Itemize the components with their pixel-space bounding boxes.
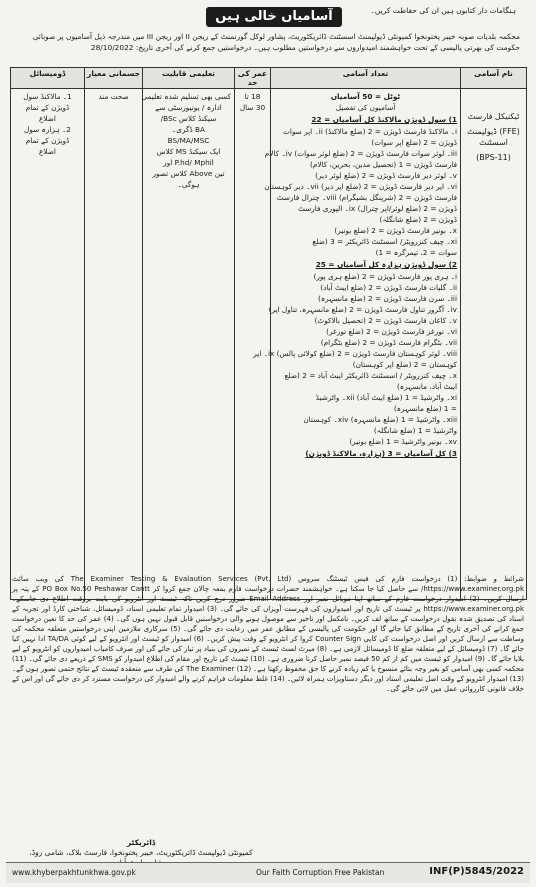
qualification-line: ہوگی۔ [177, 180, 200, 189]
hazara-line: xiii۔ واٹرشیڈ = 1 (ضلع مانسہرہ) xiv۔ کوہستان [303, 415, 457, 424]
hazara-line: iii۔ سرن فارسٹ ڈویژن = 2 (ضلع مانسہرہ) [317, 294, 457, 303]
age-min: 18 تا [244, 92, 261, 101]
signer-title: ڈائریکٹر [126, 838, 156, 847]
header-physical: جسمانی معیار [85, 68, 143, 89]
hazara-line: viii۔ لوئر کوہستان فارسٹ ڈویژن = 2 (ضلع کولائی پالس) ix۔ اپر [253, 349, 457, 358]
hazara-line: i۔ ہری پور فارسٹ ڈویژن = 2 (ضلع ہری پور) [313, 272, 457, 281]
domicile-line: اضلاع [39, 114, 56, 123]
hazara-line: xi۔ واٹرشیڈ = 1 (ضلع ایبٹ آباد) xii۔ واٹرشیڈ [315, 393, 457, 402]
hazara-list [253, 271, 457, 447]
malakand-line: v۔ لوئر دیر فارسٹ ڈویژن = 2 (ضلع لوئر دیر) [315, 171, 457, 180]
age-cell [235, 89, 271, 600]
terms-intro: شرائط و ضوابط: (1) درخواست فارم کی فیس ٹیسٹنگ سروس The Examiner Testing & Evalaution Services (Pvt. Ltd) کی ویب سائٹ https://www.examiner.org.pk/ سے حاصل کیا جا سکتا ہے۔ خواہشمند حضرات درخواست فارم بمعہ چالان جمع کروا کر PO Box No.50 Peshawar Cantt کے پتہ پر ارسال کریں۔ [12, 575, 524, 603]
vacancy-table [10, 67, 527, 600]
advertisement-page [6, 4, 530, 883]
terms-and-conditions [12, 574, 524, 837]
signer-address: کمیونٹی ڈیولپمنٹ ڈائریکٹوریٹ، خیبر پختونخوا، فارسٹ بلاک، شامی روڈ، [29, 848, 253, 857]
footer-bar [6, 862, 530, 883]
malakand-line: سوات = 2، تیمرگرہ = 1) [375, 248, 457, 257]
qualification-line: BA ڈگری۔ [171, 125, 206, 134]
malakand-line: ڈویژن = 2 (ضلع اپر سوات) [371, 138, 457, 147]
qualification-line: BS/MA/MSC [167, 136, 210, 145]
qualification-line: تین Above کلاس تصور [152, 169, 225, 178]
page-title: آسامیاں خالی ہیں [206, 7, 342, 27]
domicile-line: 1۔ مالاکنڈ سول [23, 92, 72, 101]
hazara-line: واٹرشیڈ = 1 (ضلع شانگلہ) [373, 426, 457, 435]
post-scale: (BPS-11) [476, 153, 511, 162]
domicile-cell [11, 89, 85, 600]
domicile-line: ڈویژن کے تمام [25, 103, 70, 112]
domicile-line: ڈویژن کے تمام [25, 136, 70, 145]
count-total: ٹوٹل = 50 آسامیاں [330, 92, 401, 101]
table-row [11, 89, 527, 600]
physical-cell [85, 89, 143, 600]
post-name-2: (FFE) ڈیولپمنٹ اسسٹنٹ [467, 127, 520, 147]
physical-value: صحت مند [98, 92, 129, 101]
post-name-cell [461, 89, 527, 600]
hazara-line: v۔ کاغان فارسٹ ڈویژن = 2 (تحصیل بالاکوٹ) [314, 316, 457, 325]
qualification-line: P.hd/ Mphil اور [163, 158, 214, 167]
hazara-line: کوہستان = 2 (ضلع اپر کوہستان) [352, 360, 457, 369]
malakand-line: vi۔ اپر دیر فارسٹ ڈویژن = 2 (ضلع اپر دیر) vii۔ دیر کوہستان [264, 182, 457, 191]
malakand-list [264, 126, 457, 258]
malakand-line: ڈویژن = 2 (ضلع لوئر/اپر چترال) ix۔ الپوری فارسٹ [298, 204, 457, 213]
malakand-heading: 1) سول ڈویژن مالاکنڈ کل آسامیاں = 22 [311, 115, 457, 124]
footer-slogan: Our Faith Corruption Free Pakistan [256, 868, 385, 877]
hazara-heading: 2) سول ڈویژن ہزارہ کل آسامیاں = 25 [315, 260, 457, 269]
hazara-line: iv۔ آگرور تناول فارسٹ ڈویژن = 2 (ضلع مانسہرہ، تناول اپر) [268, 305, 457, 314]
header-count: تعداد آسامی [271, 68, 461, 89]
domicile-line: اضلاع [39, 147, 56, 156]
malakand-line: فارسٹ ڈویژن = 2 (شرینگل بشیگرام) viii۔ چترال فارسٹ [276, 193, 457, 202]
malakand-line: ڈویژن = 2 (ضلع شانگلہ) [379, 215, 457, 224]
footer-reference: INF(P)5845/2022 [429, 866, 524, 877]
hazara-line: x۔ چیف کنزرویٹر / اسسٹنٹ ڈائریکٹر ایبٹ آباد = 2 (ضلع [284, 371, 457, 380]
table-header-row [11, 68, 527, 89]
header-qualification: تعلیمی قابلیت [143, 68, 235, 89]
footer-website[interactable]: www.khyberpakhtunkhwa.gov.pk [12, 868, 136, 877]
intro-paragraph: محکمہ بلدیات صوبہ خیبر پختونخوا کمیونٹی ڈیولپمنٹ اسسٹنٹ ڈائریکٹوریٹ، پشاور لوکل گورنمنٹ کے ریجن II اور ریجن III میں مندرجہ ذیل آسامیوں پر صوبائی حکومت کی بھرتی پالیسی کے تحت خواہشمند امیدواروں سے درخواستیں مطلوب ہیں۔ درخواستیں جمع کرنے کی آخری تاریخ: 28/10/2022 [32, 32, 520, 52]
hazara-line: ایبٹ آباد، مانسہرہ) [396, 382, 457, 391]
post-name: ٹیکنیکل فارسٹ [467, 112, 520, 121]
qualification-line: ایک سیکنڈ MS کلاس [156, 147, 221, 156]
qualification-line: ادارہ / یونیورسٹی سے [155, 103, 222, 112]
hazara-line: vi۔ تورغر فارسٹ ڈویژن = 2 (ضلع تورغر) [326, 327, 457, 336]
qualification-line: سیکنڈ کلاس BSc/ [160, 114, 217, 123]
hazara-line: vii۔ بٹگرام فارسٹ ڈویژن = 2 (ضلع بٹگرام) [320, 338, 457, 347]
top-note: ہنگامات دار کتابوں ہیں ان کی حفاظت کریں۔ [370, 6, 516, 15]
hazara-line: = 1 (ضلع مانسہرہ) [393, 404, 457, 413]
header-domicile: ڈومیسائل [11, 68, 85, 89]
malakand-line: iii۔ لوئر سوات فارسٹ ڈویژن = 2 (ضلع لوئر سوات) iv۔ کالام [264, 149, 457, 158]
extra-heading: 3) کل آسامیاں = 3 (ہزارہ، مالاکنڈ ڈویژن) [305, 449, 457, 458]
header-post-name: نام آسامی [461, 68, 527, 89]
hazara-line: xv۔ بونیر واٹرشیڈ = 1 (ضلع بونیر) [349, 437, 457, 446]
malakand-line: i۔ مالاکنڈ فارسٹ ڈویژن = 2 (ضلع مالاکنڈ) ii۔ اپر سوات [283, 127, 457, 136]
age-max: 30 سال [239, 103, 266, 112]
domicile-line: 2۔ ہزارہ سول [24, 125, 71, 134]
terms-body: (2) امیدوار درخواست فارم کے ساتھ اپنا موبائل نمبر اور Email Address ضرور درج کریں تاکہ ٹیسٹ اور انٹرویو کی بابت بروقت اطلاع دی جاسکے۔ https://www.examiner.org.pk پر ٹیسٹ کی تاریخ اور امیدواروں کی فہرست آویزاں کی جائے گی۔ (3) امیدوار تمام تعلیمی اسناد، ڈومیسائل، شناختی کارڈ اور تجربہ کے اسناد کی تصدیق شدہ نقول درخواست کے ساتھ لف کریں۔ نامکمل اور تاخیر سے موصول ہونے والی درخواستیں قابل قبول نہیں ہوں گی۔ (4) عمر کی حد کا تعین درخواست جمع کرانے کی آخری تاریخ کے مطابق کیا جائے گا اور حکومت کی پالیسی کے مطابق عمر میں رعایت دی جائے گی۔ (5) سرکاری ملازمین اپنی درخواستیں متعلقہ محکمہ کی وساطت سے ارسال کریں اور اصل درخواست کی کاپی Counter Sign کروا کر انٹرویو کے وقت پیش کریں۔ (6) امیدوار کو ٹیسٹ اور انٹرویو کے لیے کوئی TA/DA ادا نہیں کیا جائے گا۔ (7) ڈومیسائل کے لیے متعلقہ ضلع کا ڈومیسائل لازمی ہے۔ (8) میرٹ لسٹ ٹیسٹ کے نمبروں کی بنیاد پر تیار کی جائے گی اور صرف کامیاب امیدواروں کو انٹرویو کے لیے بلایا جائے گا۔ (9) امیدوار کو ٹیسٹ میں کم از کم 50 فیصد نمبر حاصل کرنا ضروری ہے۔ (10) ٹیسٹ کی تاریخ اور مقام کی اطلاع امیدوار کو SMS کے ذریعے دی جائے گی۔ (11) محکمہ کسی بھی آسامی کو بغیر وجہ بتائے منسوخ یا کم زیادہ کرنے کا حق محفوظ رکھتا ہے۔ (12) The Examiner کی طرف سے منعقدہ ٹیسٹ کے نتائج حتمی تصور ہوں گے۔ (13) امیدوار انٹرویو کے وقت اصل تعلیمی اسناد اور دیگر دستاویزات ہمراہ لائیں۔ (14) غلط معلومات فراہم کرنے والے امیدوار کی درخواست مسترد کر دی جائے گی اور اس کے خلاف قانونی کارروائی عمل میں لائی جائے گی۔ [12, 595, 525, 693]
count-detail: آسامیوں کی تفصیل [335, 103, 396, 112]
hazara-line: ii۔ گلیات فارسٹ ڈویژن = 2 (ضلع ایبٹ آباد) [320, 283, 457, 292]
qualification-line: کسی بھی تسلیم شدہ تعلیمی [141, 92, 231, 101]
malakand-line: فارسٹ ڈویژن = 1 (تحصیل مدین، بحرین، کالام) [310, 160, 457, 169]
header-age: عمر کی حد [235, 68, 271, 89]
count-cell [253, 89, 461, 600]
malakand-line: xi۔ چیف کنزرویٹر/ اسسٹنٹ ڈائریکٹر = 3 (ضلع [312, 237, 457, 246]
qualification-cell [143, 89, 235, 600]
malakand-line: x۔ بونیر فارسٹ ڈویژن = 2 (ضلع بونیر) [334, 226, 457, 235]
